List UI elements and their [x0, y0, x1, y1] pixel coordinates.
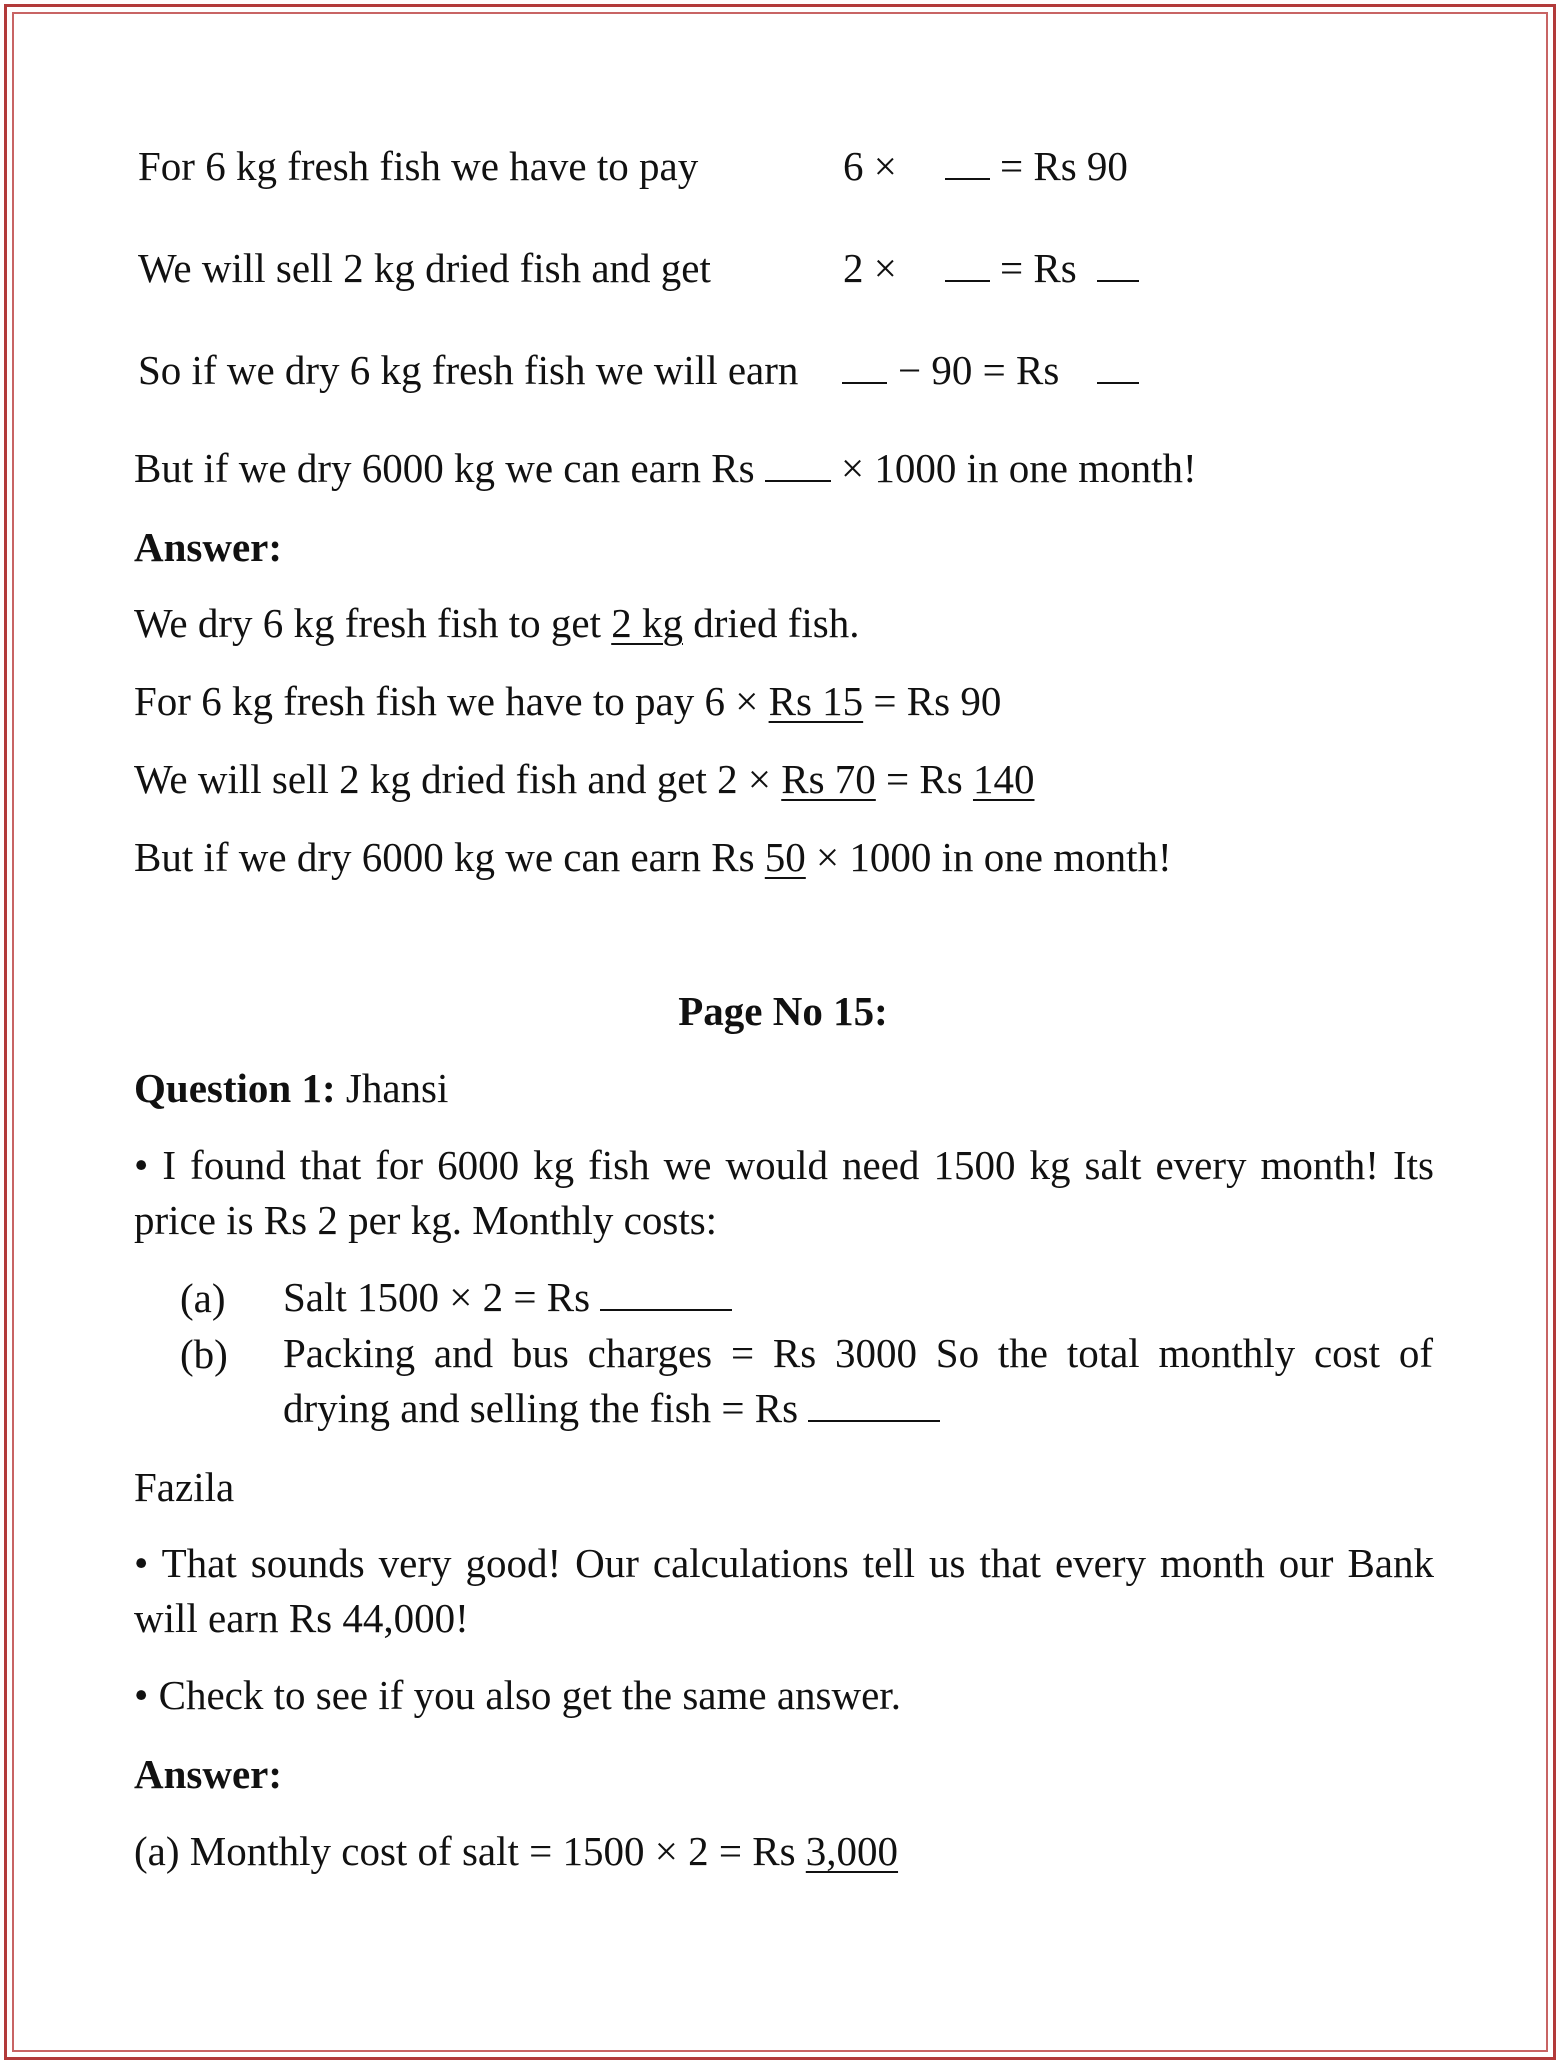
line4-after: × 1000 in one month!	[841, 445, 1197, 491]
answer-heading: Answer:	[134, 524, 283, 570]
answer4-after: × 1000 in one month!	[816, 834, 1172, 880]
speaker-fazila: Fazila	[134, 1464, 235, 1510]
item-a-label: (a)	[180, 1275, 226, 1321]
bullet-2: • That sounds very good! Our calculations tell us that every month our Bank will earn Rs 44,000!	[134, 1540, 1434, 1641]
item-b-text	[283, 1326, 1433, 1436]
answer-line-4	[134, 834, 1172, 880]
answer3-underlined-1: Rs 70	[781, 756, 876, 802]
answer-line-1	[134, 600, 860, 646]
row3-mult: − 90 = Rs	[898, 347, 1060, 393]
row3-result-blank	[1097, 350, 1139, 391]
row3-blank1	[842, 350, 887, 391]
answer3-before: We will sell 2 kg dried fish and get 2 ×	[134, 756, 771, 802]
bullet-1: • I found that for 6000 kg fish we would need 1500 kg salt every month! Its price is Rs 2 per kg. Monthly costs:	[134, 1142, 1434, 1243]
final-before: (a) Monthly cost of salt = 1500 × 2 = Rs	[134, 1828, 796, 1874]
row1-mult: 6 ×	[843, 143, 897, 189]
answer1-underlined: 2 kg	[611, 600, 683, 646]
question-label: Question 1:	[134, 1065, 336, 1111]
answer2-before: For 6 kg fresh fish we have to pay 6 ×	[134, 678, 759, 724]
line4-before: But if we dry 6000 kg we can earn Rs	[134, 445, 755, 491]
row1-label: For 6 kg fresh fish we have to pay	[138, 143, 699, 189]
answer-line-3	[134, 756, 1035, 802]
item-a-content: Salt 1500 × 2 = Rs	[283, 1274, 591, 1320]
answer-heading-2: Answer:	[134, 1751, 283, 1797]
answer3-mid: = Rs	[886, 756, 963, 802]
bullet-3: • Check to see if you also get the same answer.	[134, 1672, 901, 1718]
row2-mult: 2 ×	[843, 245, 897, 291]
row2-result-blank	[1097, 248, 1139, 289]
answer4-before: But if we dry 6000 kg we can earn Rs	[134, 834, 755, 880]
fill-in-line	[134, 445, 1197, 491]
answer3-underlined-2: 140	[972, 756, 1035, 802]
item-b-blank	[808, 1390, 940, 1422]
page-heading: Page No 15:	[678, 988, 888, 1034]
question-speaker: Jhansi	[345, 1065, 449, 1111]
item-b-label: (b)	[180, 1331, 228, 1377]
answer1-before: We dry 6 kg fresh fish to get	[134, 600, 601, 646]
answer-line-2	[134, 678, 1002, 724]
item-a-blank	[600, 1279, 732, 1311]
final-underlined: 3,000	[805, 1828, 899, 1874]
row3-label: So if we dry 6 kg fresh fish we will earn	[138, 347, 799, 393]
row2-label: We will sell 2 kg dried fish and get	[138, 245, 711, 291]
answer2-after: = Rs 90	[873, 678, 1002, 724]
answer2-underlined: Rs 15	[768, 678, 864, 724]
item-b-content: Packing and bus charges = Rs 3000 So the total monthly cost of drying and selling the fish = Rs	[283, 1330, 1433, 1431]
row2-result: = Rs	[1000, 245, 1077, 291]
answer4-underlined: 50	[764, 834, 806, 880]
item-a-text	[283, 1270, 1433, 1325]
answer1-after: dried fish.	[693, 600, 860, 646]
line4-blank	[765, 450, 831, 482]
question-line	[134, 1065, 449, 1111]
row1-result: = Rs 90	[1000, 143, 1128, 189]
final-answer-line	[134, 1828, 899, 1874]
row2-blank	[945, 248, 990, 289]
row1-blank	[945, 146, 990, 187]
